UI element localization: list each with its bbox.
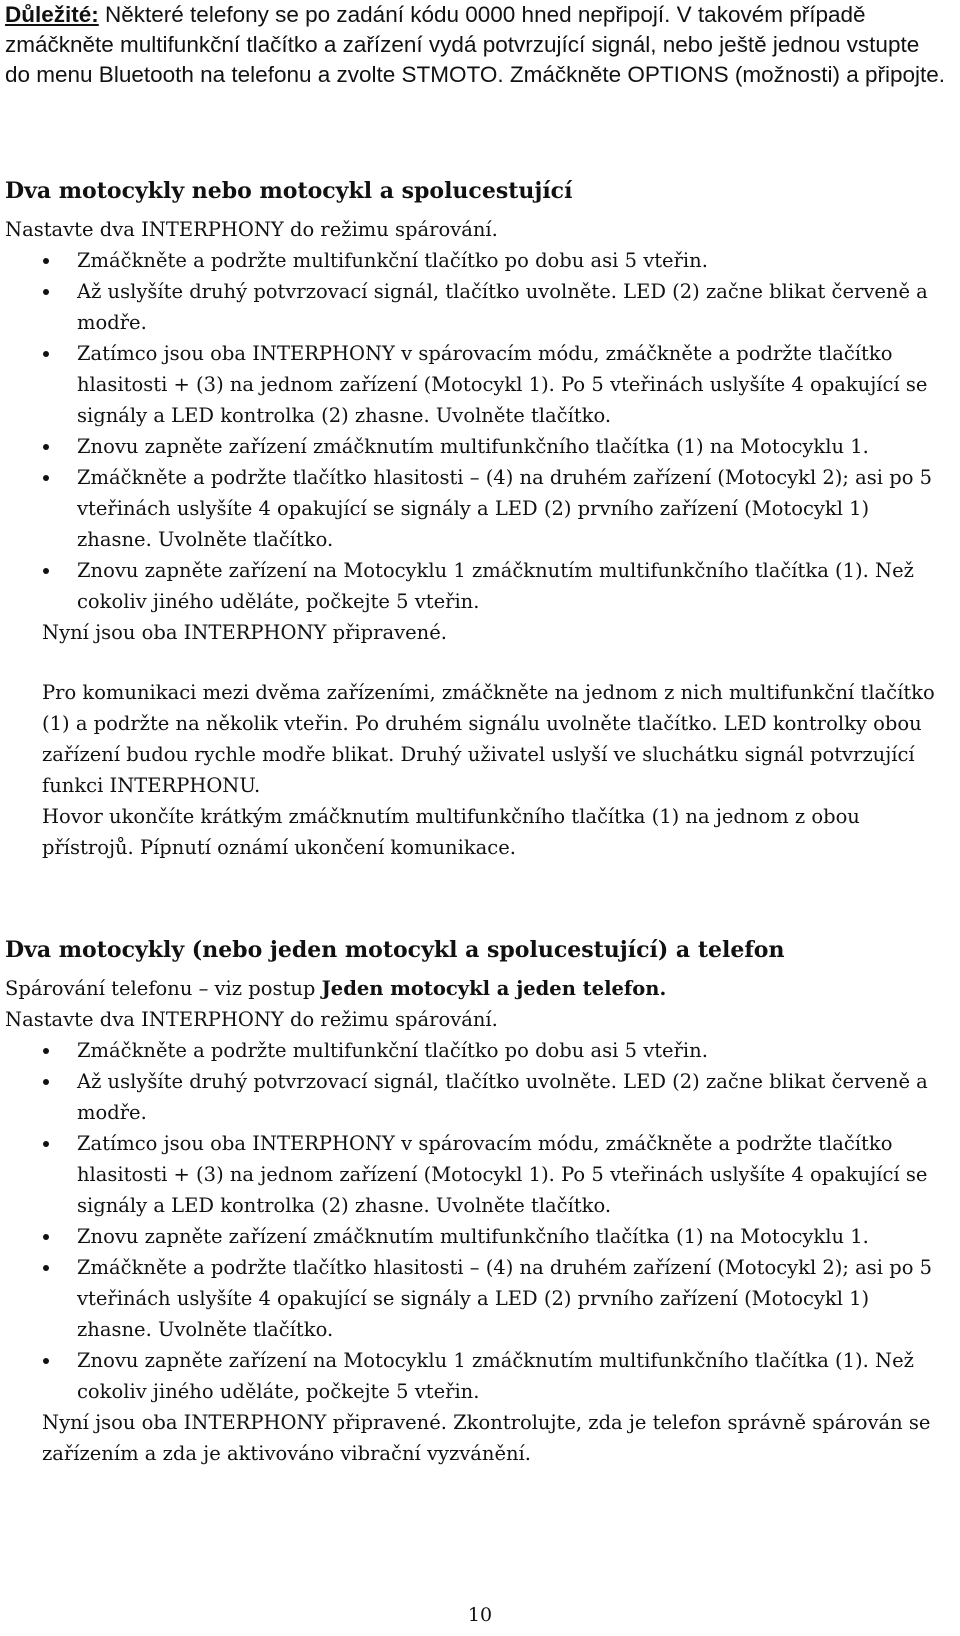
- end-call-text: Hovor ukončíte krátkým zmáčknutím multifunkčního tlačítka (1) na jednom z obou přístrojů. Pípnutí oznámí ukončení komunikace.: [42, 805, 860, 859]
- page-number: 10: [467, 1604, 493, 1626]
- important-note: [5, 0, 945, 90]
- pairing-note: [5, 973, 950, 1004]
- ready-text: Nyní jsou oba INTERPHONY připravené.: [42, 621, 447, 644]
- list-item: Znovu zapněte zařízení na Motocyklu 1 zmáčknutím multifunkčního tlačítka (1). Než cokoliv jiného uděláte, počkejte 5 vteřin.: [5, 555, 950, 617]
- list-item: Znovu zapněte zařízení zmáčknutím multifunkčního tlačítka (1) na Motocyklu 1.: [5, 431, 950, 462]
- important-label: Důležité:: [5, 2, 99, 27]
- list-item: Znovu zapněte zařízení na Motocyklu 1 zmáčknutím multifunkčního tlačítka (1). Než cokoliv jiného uděláte, počkejte 5 vteřin.: [5, 1345, 950, 1407]
- instruction-list: [5, 1035, 950, 1407]
- list-item: Zatímco jsou oba INTERPHONY v spárovacím módu, zmáčkněte a podržte tlačítko hlasitosti + (3) na jednom zařízení (Motocykl 1). Po 5 vteřinách uslyšíte 4 opakující se signály a LED kontrolka (2) zhasne. Uvolněte tlačítko.: [5, 338, 950, 431]
- section-heading: Dva motocykly nebo motocykl a spolucestující: [5, 178, 573, 204]
- list-item: Až uslyšíte druhý potvrzovací signál, tlačítko uvolněte. LED (2) začne blikat červeně a modře.: [5, 276, 950, 338]
- list-item: Zmáčkněte a podržte tlačítko hlasitosti – (4) na druhém zařízení (Motocykl 2); asi po 5 vteřinách uslyšíte 4 opakující se signály a LED (2) prvního zařízení (Motocykl 1) zhasne. Uvolněte tlačítko.: [5, 462, 950, 555]
- list-item: Zatímco jsou oba INTERPHONY v spárovacím módu, zmáčkněte a podržte tlačítko hlasitosti + (3) na jednom zařízení (Motocykl 1). Po 5 vteřinách uslyšíte 4 opakující se signály a LED kontrolka (2) zhasne. Uvolněte tlačítko.: [5, 1128, 950, 1221]
- spacer: [5, 648, 950, 677]
- list-item: Zmáčkněte a podržte tlačítko hlasitosti – (4) na druhém zařízení (Motocykl 2); asi po 5 vteřinách uslyšíte 4 opakující se signály a LED (2) prvního zařízení (Motocykl 1) zhasne. Uvolněte tlačítko.: [5, 1252, 950, 1345]
- instruction-list: [5, 245, 950, 617]
- communication-text: Pro komunikaci mezi dvěma zařízeními, zmáčkněte na jednom z nich multifunkční tlačítko (1) a podržte na několik vteřin. Po druhém signálu uvolněte tlačítko. LED kontrolky obou zařízení budou rychle modře blikat. Druhý uživatel uslyší ve sluchátku signál potvrzující funkci INTERPHONU.: [42, 681, 935, 797]
- list-item: Znovu zapněte zařízení zmáčknutím multifunkčního tlačítka (1) na Motocyklu 1.: [5, 1221, 950, 1252]
- section-heading: Dva motocykly (nebo jeden motocykl a spolucestující) a telefon: [5, 937, 785, 963]
- list-item: Až uslyšíte druhý potvrzovací signál, tlačítko uvolněte. LED (2) začne blikat červeně a modře.: [5, 1066, 950, 1128]
- section-two-motorcycles: [5, 174, 950, 863]
- section-motorcycles-and-phone: [5, 933, 950, 1469]
- ready-text: Nyní jsou oba INTERPHONY připravené. Zkontrolujte, zda je telefon správně spárován se zařízením a zda je aktivováno vibrační vyzvánění.: [42, 1411, 931, 1465]
- list-item: Zmáčkněte a podržte multifunkční tlačítko po dobu asi 5 vteřin.: [5, 1035, 950, 1066]
- section-lead: Nastavte dva INTERPHONY do režimu spárování.: [5, 1008, 498, 1031]
- list-item: Zmáčkněte a podržte multifunkční tlačítko po dobu asi 5 vteřin.: [5, 245, 950, 276]
- important-text: Některé telefony se po zadání kódu 0000 hned nepřipojí. V takovém případě zmáčkněte multifunkční tlačítko a zařízení vydá potvrzující signál, nebo ještě jednou vstupte do menu Bluetooth na telefonu a zvolte STMOTO. Zmáčkněte OPTIONS (možnosti) a připojte.: [5, 2, 946, 87]
- pairing-prefix: Spárování telefonu – viz postup: [5, 977, 322, 1000]
- section-lead: Nastavte dva INTERPHONY do režimu spárování.: [5, 218, 498, 241]
- pairing-reference: Jeden motocykl a jeden telefon.: [321, 977, 667, 1000]
